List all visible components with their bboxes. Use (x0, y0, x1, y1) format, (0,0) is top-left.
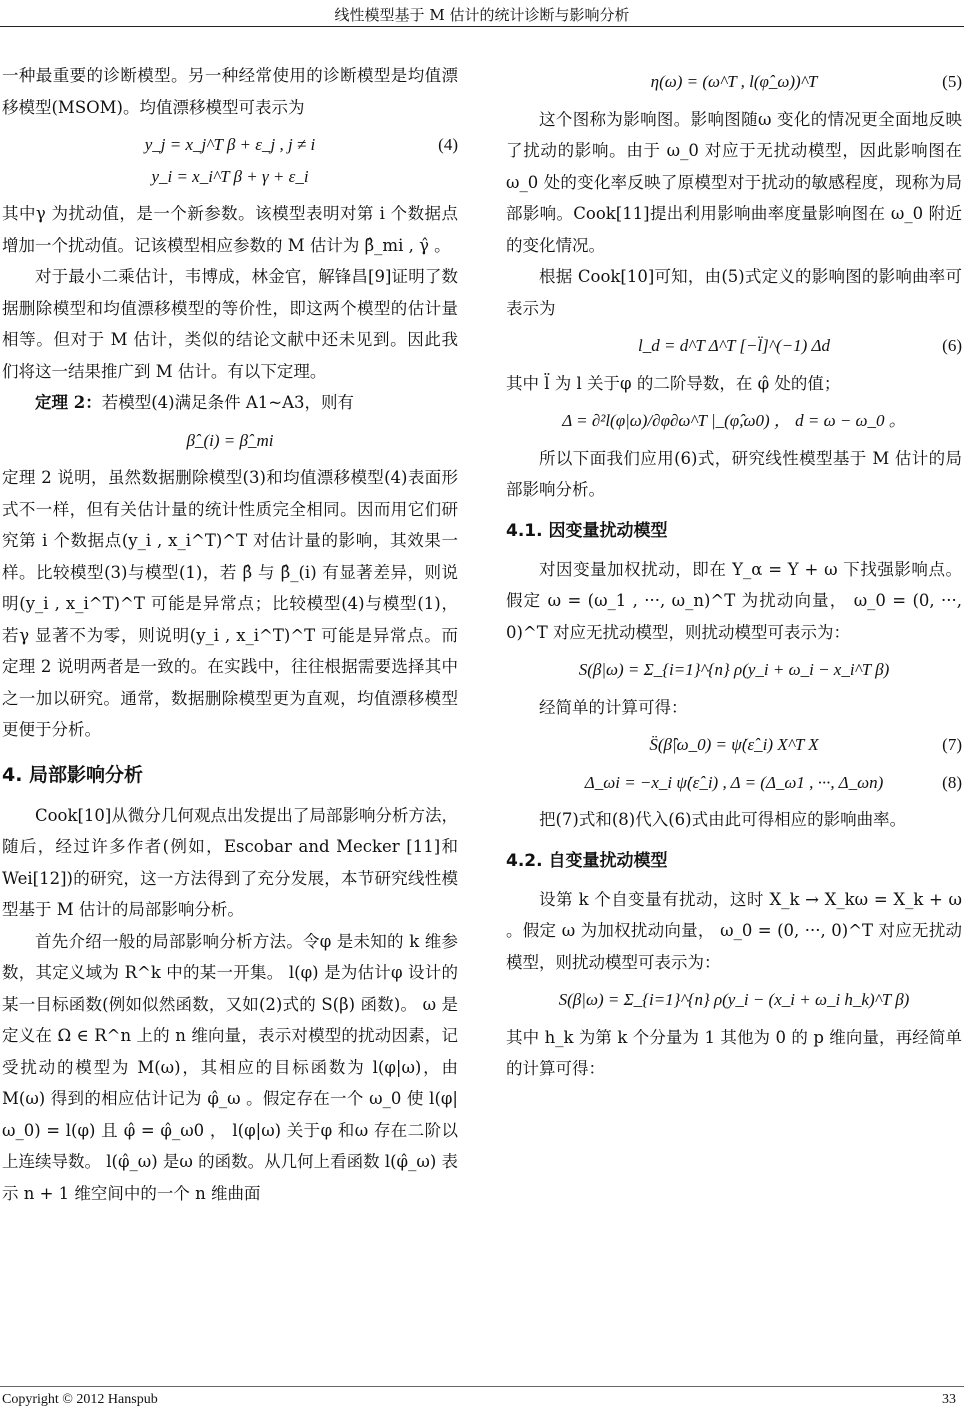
paragraph: 其中 l̈ 为 l 关于φ 的二阶导数，在 φ̂ 处的值； (506, 373, 841, 393)
paragraph: 所以下面我们应用(6)式，研究线性模型基于 M 估计的局部影响分析。 (506, 448, 962, 499)
paragraph: 一种最重要的诊断模型。另一种经常使用的诊断模型是均值漂移模型(MSOM)。均值漂移模型可表示为 (2, 66, 458, 117)
paragraph: 这个图称为影响图。影响图随ω 变化的情况更全面地反映了扰动的影响。由于 ω_0 对应于无扰动模型，因此影响图在 ω_0 处的变化率反映了原模型对于扰动的敏感程度，现称为局部影响。Cook[11]提出利用影响曲率度量影响图在 ω_0 附近的变化情况。 (506, 109, 962, 255)
perturbed-objective: S(β|ω) = Σ_{i=1}^{n} ρ(y_i + ω_i − x_i^T β) (578, 660, 890, 679)
equation-number: (4) (438, 135, 458, 154)
equation-line: y_i = x_i^T β + γ + ε_i (151, 166, 309, 186)
equation-body: S̈(β̂|ω_0) = ψ̇(ε̂_i) X^T X (649, 735, 819, 754)
equation-4 (2, 129, 458, 192)
equation-7 (506, 729, 962, 761)
theorem-label: 定理 2： (35, 393, 102, 412)
equation-line: y_j = x_j^T β + ε_j , j ≠ i (144, 135, 316, 154)
equation-6 (506, 330, 962, 362)
paragraph: 设第 k 个自变量有扰动，这时 X_k → X_kω = X_k + ω 。假定 ω 为加权扰动向量， ω_0 = (0, ···, 0)^T 对应无扰动模型，则扰动模型可表示为： (506, 889, 962, 972)
delta-equation: Δ = ∂²l(φ|ω)/∂φ∂ω^T |_(φ̂,ω0) ， d = ω − ω_0 。 (562, 411, 906, 430)
right-column (506, 60, 962, 1085)
paragraph: 定理 2 说明，虽然数据删除模型(3)和均值漂移模型(4)表面形式不一样，但有关估计量的统计性质完全相同。因而用它们研究第 i 个数据点(y_i , x_i^T)^T 对估计量的影响，其效果一样。比较模型(3)与模型(1)，若 β̂ 与 β̂_(i) 有显著差异，则说明(y_i , x_i^T)^T 可能是异常点；比较模型(4)与模型(1)，若γ 显著不为零，则说明(y_i , x_i^T)^T 可能是异常点。而定理 2 说明两者是一致的。在实践中，往往根据需要选择其中之一加以研究。通常，数据删除模型更为直观，均值漂移模型更便于分析。 (2, 468, 458, 739)
equation-number: (5) (942, 72, 962, 91)
paragraph: 对于最小二乘估计，韦博成，林金官，解锋昌[9]证明了数据删除模型和均值漂移模型的等价性，即这两个模型的估计量相等。但对于 M 估计，类似的结论文献中还未见到。因此我们将这一结果推广到 M 估计。有以下定理。 (2, 267, 458, 381)
paragraph: 把(7)式和(8)代入(6)式由此可得相应的影响曲率。 (539, 810, 907, 829)
copyright: Copyright © 2012 Hanspub (2, 1392, 158, 1407)
equation-5 (506, 66, 962, 98)
paragraph: Cook[10]从微分几何观点出发提出了局部影响分析方法，随后，经过许多作者(例如，Escobar and Mecker [11]和 Wei[12])的研究，这一方法得到了充分发展，本节研究线性模型基于 M 估计的局部影响分析。 (2, 805, 458, 919)
section-heading: 4. 局部影响分析 (2, 763, 144, 786)
paragraph: 其中γ 为扰动值，是一个新参数。该模型表明对第 i 个数据点增加一个扰动值。记该模型相应参数的 M 估计为 β̂_mi , γ̂ 。 (2, 204, 458, 255)
perturbed-objective: S(β|ω) = Σ_{i=1}^{n} ρ(y_i − (x_i + ω_i h_k)^T β) (558, 990, 910, 1009)
equation-body: Δ_ωi = −x_i ψ̇(ε̂_i) , Δ = (Δ_ω1 , ···, Δ_ωn) (584, 772, 884, 792)
running-header: 线性模型基于 M 估计的统计诊断与影响分析 (334, 6, 630, 24)
theorem-text: 若模型(4)满足条件 A1~A3，则有 (101, 393, 355, 412)
paragraph: 根据 Cook[10]可知，由(5)式定义的影响图的影响曲率可表示为 (506, 267, 962, 318)
paragraph: 对因变量加权扰动，即在 Y_α = Y + ω 下找强影响点。假定 ω = (ω_1 , ···, ω_n)^T 为扰动向量， ω_0 = (0, ···, 0)^T 对应无扰动模型，则扰动模型可表示为： (506, 559, 962, 642)
equation-body: η(ω) = (ω^T , l(φ̂_ω))^T (650, 72, 818, 91)
theorem-equation: β̂_(i) = β̂_mi (186, 430, 274, 450)
left-column (2, 60, 458, 1209)
subsection-heading: 4.2. 自变量扰动模型 (506, 850, 668, 871)
header-rule (0, 26, 964, 27)
subsection-heading: 4.1. 因变量扰动模型 (506, 520, 668, 541)
paragraph: 经简单的计算可得： (539, 697, 688, 717)
theorem (2, 387, 458, 419)
equation-number: (8) (942, 772, 962, 792)
equation-number: (7) (942, 735, 962, 754)
equation-8 (506, 767, 962, 799)
paragraph: 其中 h_k 为第 k 个分量为 1 其他为 0 的 p 维向量，再经简单的计算可得： (506, 1027, 962, 1078)
page-number: 33 (942, 1392, 956, 1407)
equation-number: (6) (942, 336, 962, 355)
equation-body: l_d = d^T Δ^T [−l̈]^(−1) Δd (638, 336, 830, 355)
footer-rule (0, 1386, 964, 1387)
paragraph: 首先介绍一般的局部影响分析方法。令φ 是未知的 k 维参数，其定义域为 R^k 中的某一开集。 l(φ) 是为估计φ 设计的某一目标函数(例如似然函数，又如(2)式的 S(β) 函数)。 ω 是定义在 Ω ∈ R^n 上的 n 维向量，表示对模型的扰动因素，记受扰动的模型为 M(ω)，其相应的目标函数为 l(φ|ω)，由 M(ω) 得到的相应估计记为 φ̂_ω 。假定存在一个 ω_0 使 l(φ|ω_0) = l(φ) 且 φ̂ = φ̂_ω0 ， l(φ|ω) 关于φ 和ω 存在二阶以上连续导数。 l(φ̂_ω) 是ω 的函数。从几何上看函数 l(φ̂_ω) 表示 n + 1 维空间中的一个 n 维曲面 (2, 931, 458, 1203)
